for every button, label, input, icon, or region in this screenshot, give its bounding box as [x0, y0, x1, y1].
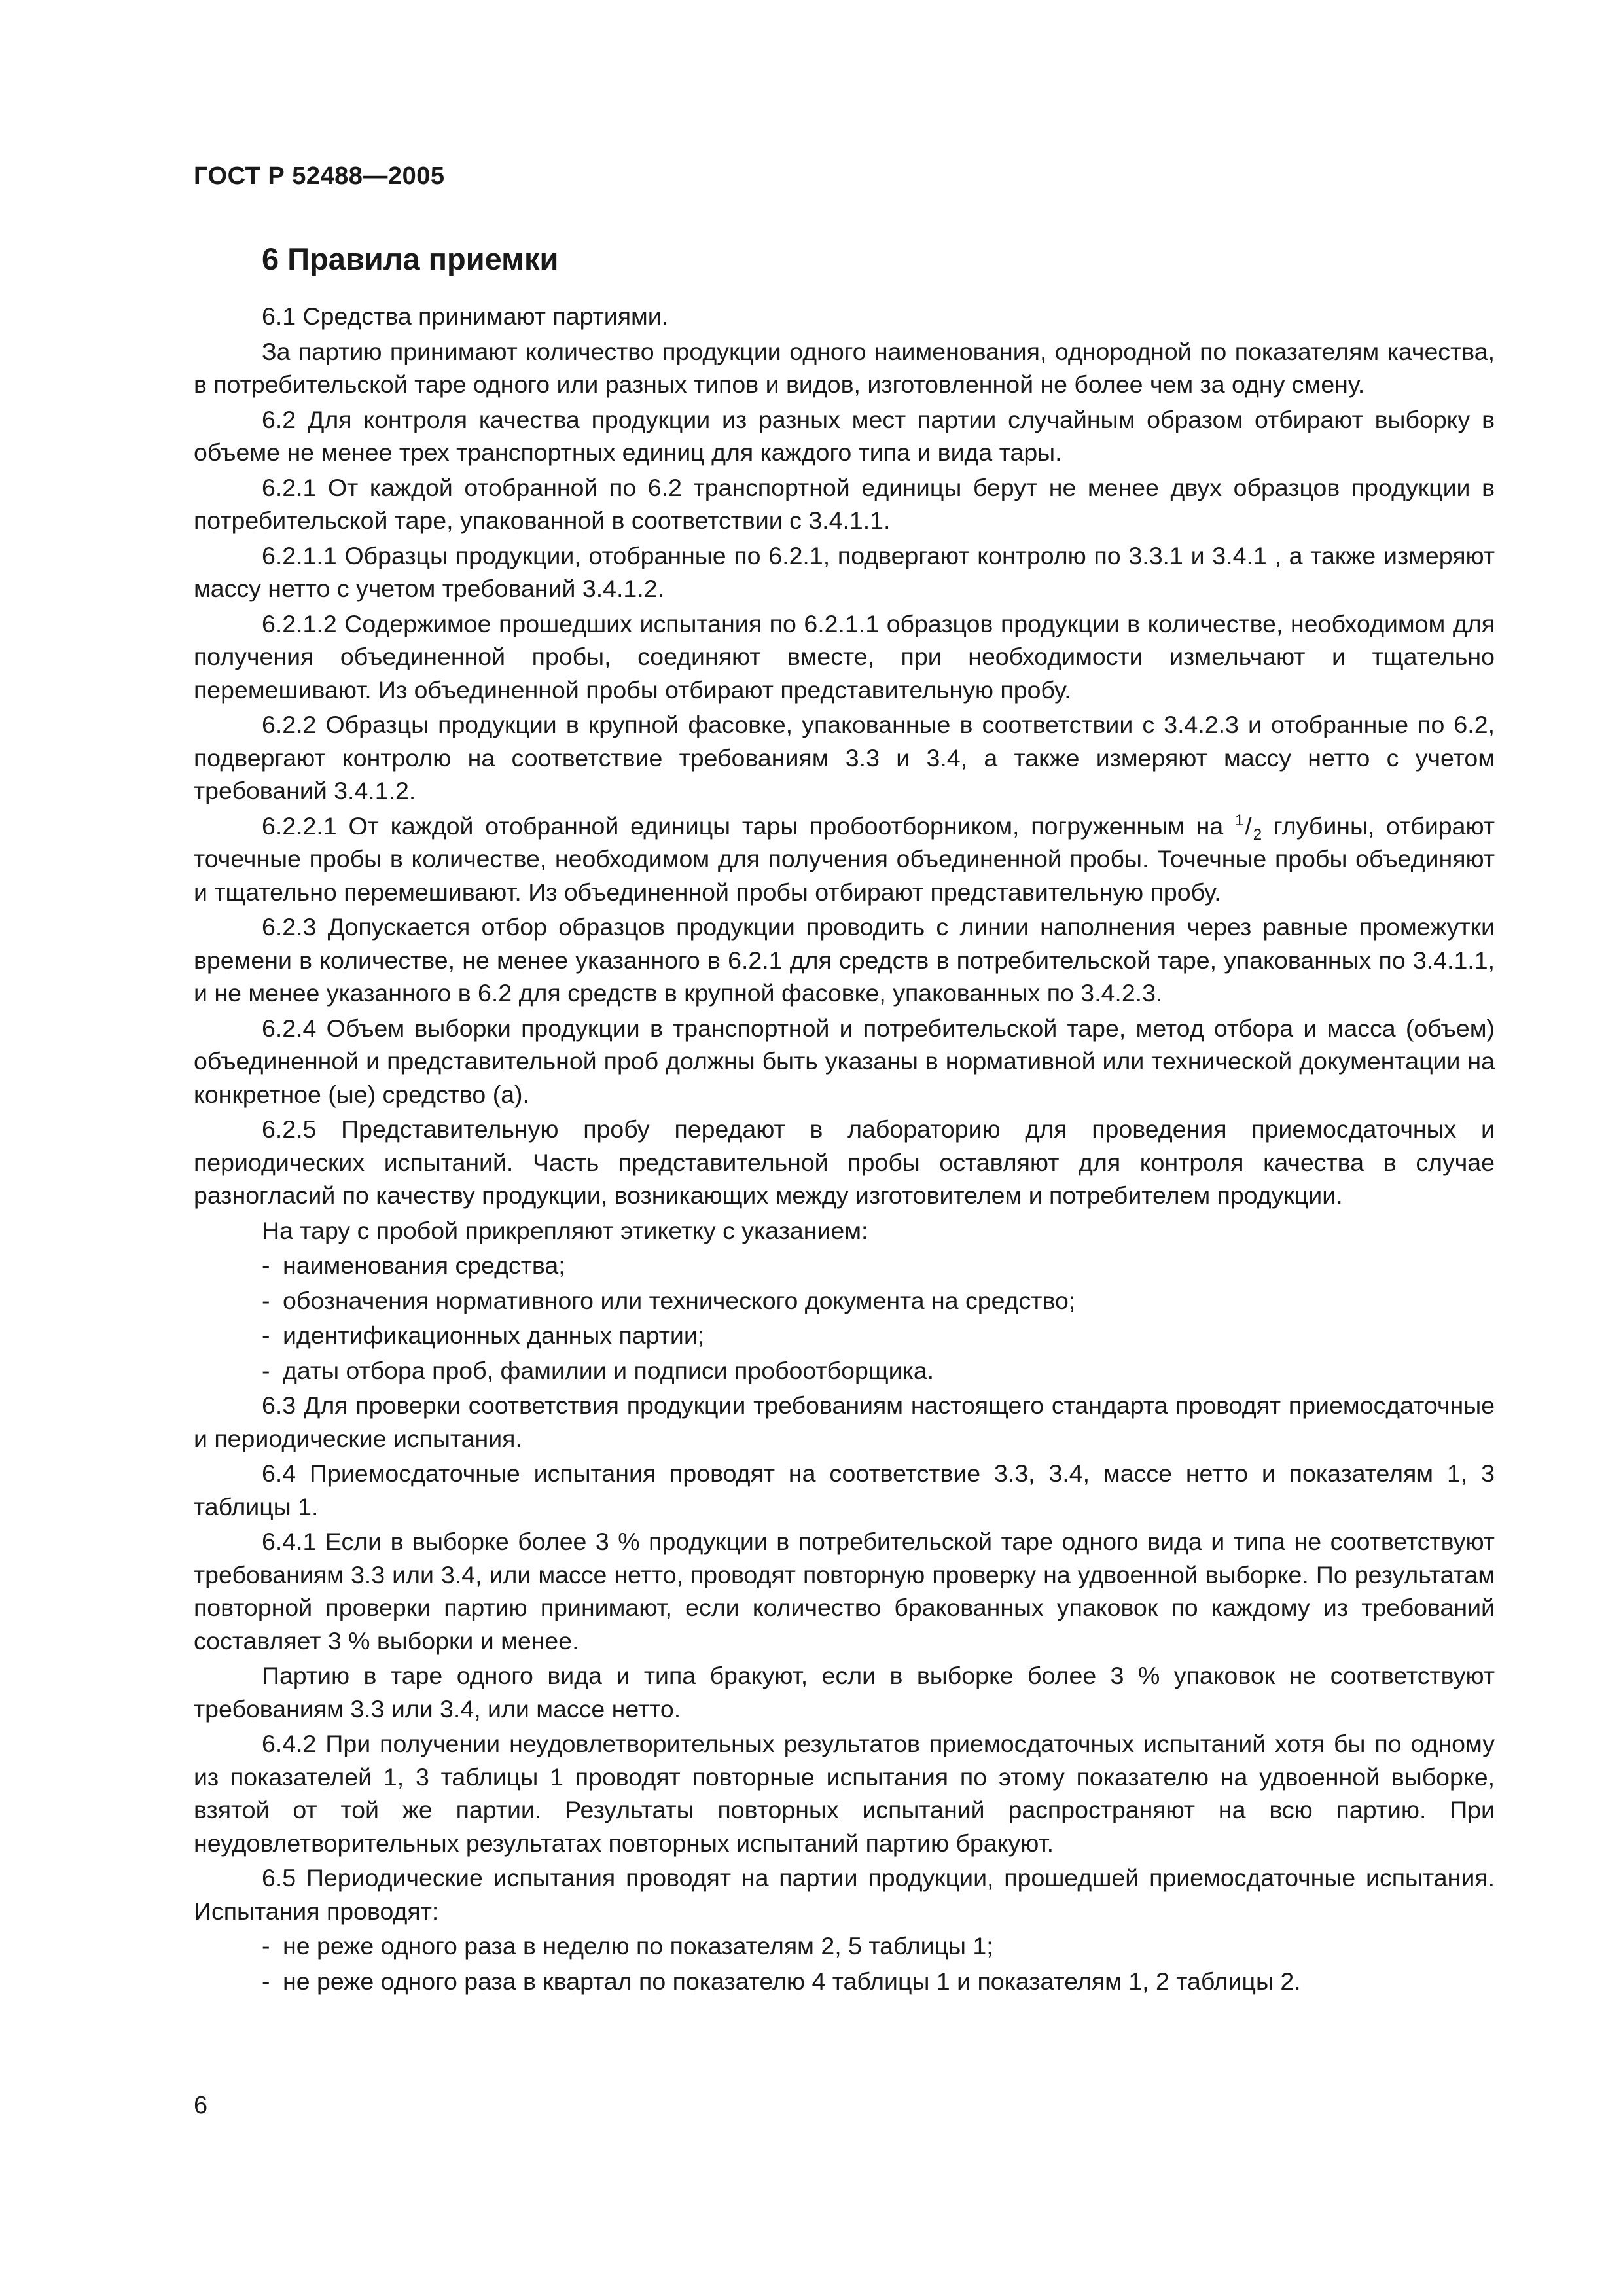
section-body — [194, 300, 1495, 2000]
dash-bullet: - — [262, 1321, 270, 1349]
dash-bullet: - — [262, 1967, 270, 1995]
list-item — [194, 1929, 1495, 1963]
document-code-header: ГОСТ Р 52488—2005 — [194, 162, 445, 190]
list-item — [194, 1354, 1495, 1388]
fraction-denominator: 2 — [1253, 825, 1262, 844]
paragraph-batch-rejection: Партию в таре одного вида и типа бракуют, если в выборке более 3 % упаковок не соответствуют требованиям 3.3 или 3.4, или массе нетто. — [194, 1662, 1495, 1723]
paragraph-6-2-2-1-start: 6.2.2.1 От каждой отобранной единицы тары пробоотборником, погруженным на — [262, 812, 1235, 840]
paragraph-6-2-2-1-end: глубины, отбирают точечные пробы в количестве, необходимом для получения объединенной пробы. Точечные пробы объединяют и тщательно перемешивают. Из объединенной пробы отбирают представительную пробу. — [194, 812, 1495, 906]
paragraph-6-2: 6.2 Для контроля качества продукции из разных мест партии случайным образом отбирают выборку в объеме не менее трех транспортных единиц для каждого типа и вида тары. — [194, 405, 1495, 466]
list-item — [194, 1965, 1495, 1998]
paragraph-6-3: 6.3 Для проверки соответствия продукции требованиям настоящего стандарта проводят приемосдаточные и периодические испытания. — [194, 1391, 1495, 1452]
list-item — [194, 1319, 1495, 1352]
list-item-text: обозначения нормативного или технического документа на средство; — [283, 1286, 1076, 1314]
paragraph-6-2-1-2: 6.2.1.2 Содержимое прошедших испытания по 6.2.1.1 образцов продукции в количестве, необходимом для получения объединенной пробы, соединяют вместе, при необходимости измельчают и тщательно перемешивают. Из объединенной пробы отбирают представительную пробу. — [194, 609, 1495, 704]
paragraph-6-1: 6.1 Средства принимают партиями. — [262, 302, 669, 330]
dash-bullet: - — [262, 1356, 270, 1384]
paragraph-6-4-2: 6.4.2 При получении неудовлетворительных результатов приемосдаточных испытаний хотя бы по одному из показателей 1, 3 таблицы 1 проводят повторные испытания по этому показателю на удвоенной выборке, взятой от той же партии. Результаты повторных испытаний распространяют на всю партию. При неудовлетворительных результатах повторных испытаний партию бракуют. — [194, 1730, 1495, 1857]
list-item-text: идентификационных данных партии; — [283, 1321, 705, 1349]
fraction-numerator: 1 — [1235, 811, 1244, 829]
page-number: 6 — [194, 2092, 208, 2119]
dash-bullet: - — [262, 1251, 270, 1279]
paragraph-batch-definition: За партию принимают количество продукции одного наименования, однородной по показателям качества, в потребительской таре одного или разных типов и видов, изготовленной не более чем за одну смену. — [194, 337, 1495, 398]
list-item — [194, 1284, 1495, 1318]
paragraph-6-2-1-1: 6.2.1.1 Образцы продукции, отобранные по 6.2.1, подвергают контролю по 3.3.1 и 3.4.1 , а также измеряют массу нетто с учетом требований 3.4.1.2. — [194, 541, 1495, 602]
dash-bullet: - — [262, 1286, 270, 1314]
paragraph-6-2-1: 6.2.1 От каждой отобранной по 6.2 транспортной единицы берут не менее двух образцов продукции в потребительской таре, упакованной в соответствии с 3.4.1.1. — [194, 473, 1495, 534]
paragraph-6-2-5: 6.2.5 Представительную пробу передают в лабораторию для проведения приемосдаточных и периодических испытаний. Часть представительной пробы оставляют для контроля качества в случае разногласий по качеству продукции, возникающих между изготовителем и потребителем продукции. — [194, 1115, 1495, 1209]
list-item-text: наименования средства; — [283, 1251, 565, 1279]
dash-bullet: - — [262, 1932, 270, 1960]
paragraph-label-intro: На тару с пробой прикрепляют этикетку с указанием: — [262, 1216, 868, 1244]
paragraph-6-5: 6.5 Периодические испытания проводят на партии продукции, прошедшей приемосдаточные испытания. Испытания проводят: — [194, 1864, 1495, 1925]
paragraph-6-2-3: 6.2.3 Допускается отбор образцов продукции проводить с линии наполнения через равные промежутки времени в количестве, не менее указанного в 6.2.1 для средств в потребительской таре, упакованных по 3.4.1.1, и не менее указанного в 6.2 для средств в крупной фасовке, упакованных по 3.4.2.3. — [194, 913, 1495, 1007]
paragraph-6-4-1: 6.4.1 Если в выборке более 3 % продукции в потребительской таре одного вида и типа не соответствуют требованиям 3.3 или 3.4, или массе нетто, проводят повторную проверку на удвоенной выборке. По результатам повторной проверки партию принимают, если количество бракованных упаковок по каждому из требований составляет 3 % выборки и менее. — [194, 1528, 1495, 1655]
section-title: 6 Правила приемки — [262, 242, 559, 276]
list-item — [194, 1249, 1495, 1282]
list-item-text: даты отбора проб, фамилии и подписи пробоотборщика. — [283, 1356, 935, 1384]
paragraph-6-2-4: 6.2.4 Объем выборки продукции в транспортной и потребительской таре, метод отбора и масса (объем) объединенной и представительной проб должны быть указаны в нормативной или технической документации на конкретное (ые) средство (а). — [194, 1014, 1495, 1108]
list-item-text: не реже одного раза в неделю по показателям 2, 5 таблицы 1; — [283, 1932, 993, 1960]
paragraph-6-2-2: 6.2.2 Образцы продукции в крупной фасовке, упакованные в соответствии с 3.4.2.3 и отобранные по 6.2, подвергают контролю на соответствие требованиям 3.3 и 3.4, а также измеряют массу нетто с учетом требований 3.4.1.2. — [194, 711, 1495, 804]
fraction-slash: / — [1245, 812, 1252, 840]
list-item-text: не реже одного раза в квартал по показателю 4 таблицы 1 и показателям 1, 2 таблицы 2. — [283, 1967, 1301, 1995]
paragraph-6-2-2-1 — [194, 810, 1495, 909]
paragraph-6-4: 6.4 Приемосдаточные испытания проводят на соответствие 3.3, 3.4, массе нетто и показателям 1, 3 таблицы 1. — [194, 1460, 1495, 1520]
